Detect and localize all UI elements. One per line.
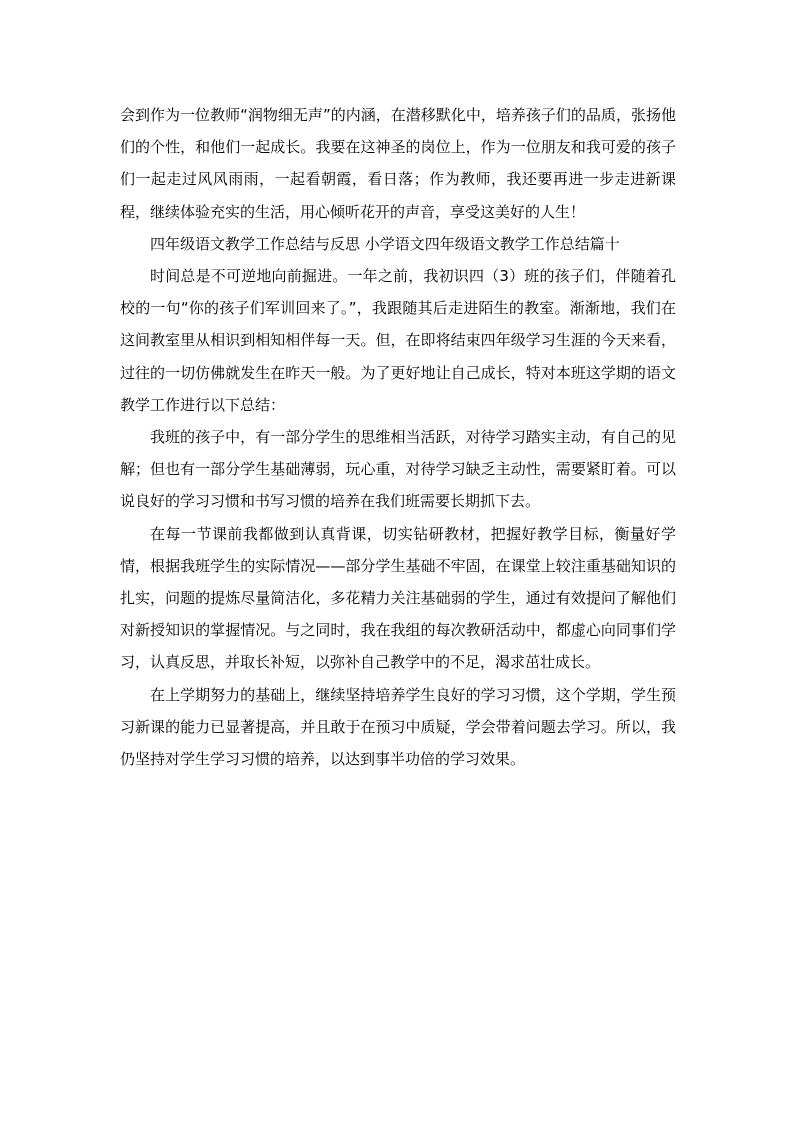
paragraph-continuation: 会到作为一位教师“润物细无声”的内涵，在潜移默化中，培养孩子们的品质，张扬他们的个性，和他们一起成长。我要在这神圣的岗位上，作为一位朋友和我可爱的孩子们一起走过风风雨雨，一起看朝霞，看日落；作为教师，我还要再进一步走进新课程，继续体验充实的生活，用心倾听花开的声音，享受这美好的人生！: [120, 106, 676, 221]
section-heading: 四年级语文教学工作总结与反思 小学语文四年级语文教学工作总结篇十: [150, 234, 620, 253]
document-body: [120, 99, 676, 775]
paragraph-study-habits: 在上学期努力的基础上，继续坚持培养学生良好的学习习惯，这个学期，学生预习新课的能力已显著提高，并且敢于在预习中质疑，学会带着问题去学习。所以，我仍坚持对学生学习习惯的培养，以达到事半功倍的学习效果。: [120, 685, 676, 769]
paragraph-class-situation: 我班的孩子中，有一部分学生的思维相当活跃，对待学习踏实主动，有自己的见解；但也有一部分学生基础薄弱，玩心重，对待学习缺乏主动性，需要紧盯着。可以说良好的学习习惯和书写习惯的培养在我们班需要长期抓下去。: [120, 428, 676, 511]
paragraph-lesson-preparation: 在每一节课前我都做到认真背课，切实钻研教材，把握好教学目标，衡量好学情，根据我班学生的实际情况——部分学生基础不牢固，在课堂上较注重基础知识的扎实，问题的提炼尽量简洁化，多花精力关注基础弱的学生，通过有效提问了解他们对新授知识的掌握情况。与之同时，我在我组的每次教研活动中，都虚心向同事们学习，认真反思，并取长补短，以弥补自己教学中的不足，渴求茁壮成长。: [120, 524, 676, 672]
paragraph-intro: 时间总是不可逆地向前掘进。一年之前，我初识四（3）班的孩子们，伴随着孔校的一句“你的孩子们军训回来了。”，我跟随其后走进陌生的教室。渐渐地，我们在这间教室里从相识到相知相伴每一天。但，在即将结束四年级学习生涯的今天来看，过往的一切仿佛就发生在昨天一般。为了更好地让自己成长，特对本班这学期的语文教学工作进行以下总结：: [120, 267, 676, 414]
